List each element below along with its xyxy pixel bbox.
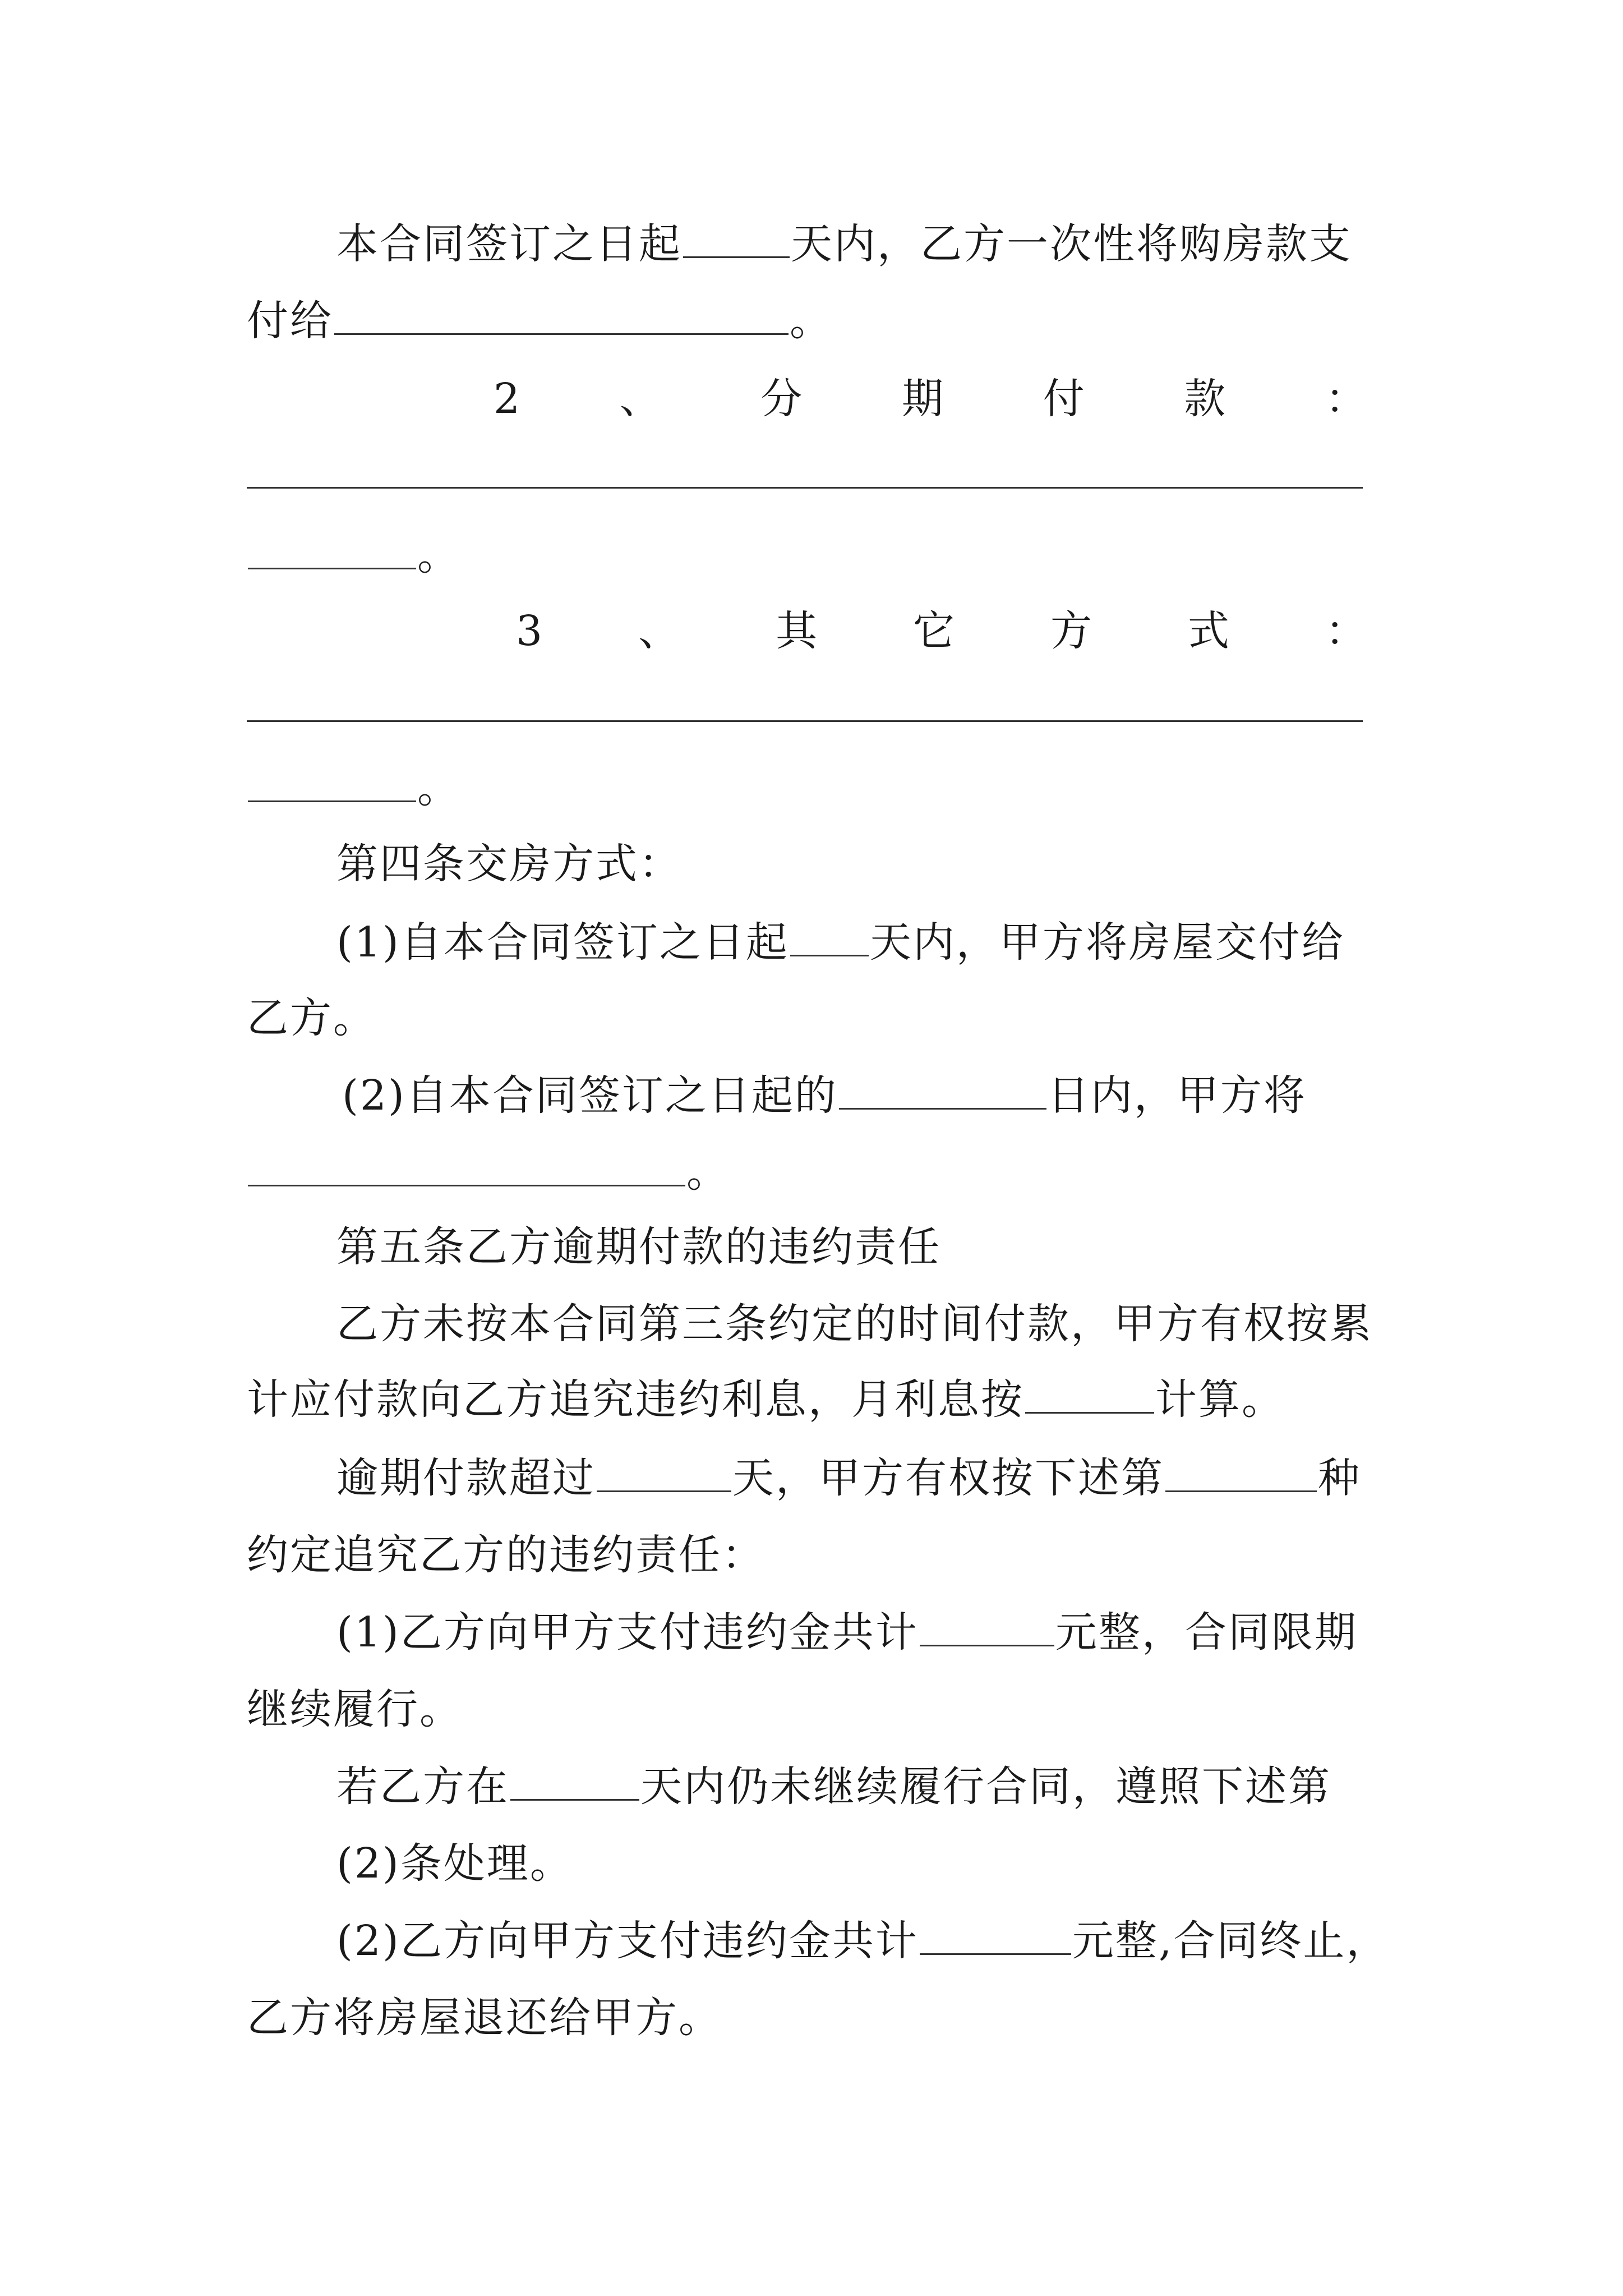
- text: 。: [790, 297, 833, 345]
- article-5-para-1-line-2: [247, 1358, 1380, 1442]
- text: 天内，乙方一次性将购房款支: [791, 220, 1352, 268]
- blank-field-other-method[interactable]: [247, 720, 1363, 722]
- text: 。: [686, 1148, 730, 1197]
- blank-field-other-method-cont[interactable]: [248, 761, 416, 802]
- text: 本合同签订之日起: [336, 220, 682, 268]
- other-method-heading: [516, 589, 1368, 673]
- item-3-part: ：: [1325, 607, 1368, 655]
- item-3-part: 3: [516, 607, 545, 655]
- text: 元整，合同限期: [1055, 1608, 1358, 1657]
- item-3-part: 方: [1050, 607, 1094, 655]
- other-method-line-end: [247, 746, 1380, 830]
- text: (2)自本合同签订之日起的: [342, 1071, 838, 1120]
- blank-field-installment-cont[interactable]: [248, 528, 416, 569]
- item-2-part: 分: [760, 375, 804, 423]
- payment-lump-sum-line-2: [247, 279, 1380, 363]
- text: (1)乙方向甲方支付违约金共计: [336, 1608, 919, 1657]
- article-5-para-3-line-2: [336, 1821, 1380, 1906]
- text: 乙方未按本合同第三条约定的时间付款，甲方有权按累: [336, 1300, 1373, 1348]
- payment-lump-sum-line-1: [336, 202, 1380, 286]
- article-5-para-2: [336, 1436, 1380, 1520]
- blank-field-interest-rate[interactable]: [1025, 1373, 1154, 1414]
- text: (2)乙方向甲方支付违约金共计: [336, 1917, 919, 1965]
- text: 约定追究乙方的违约责任：: [247, 1531, 765, 1579]
- article-4-title: [336, 822, 1380, 906]
- item-2-part: 2: [494, 375, 522, 423]
- text: 元整,合同终止，: [1072, 1917, 1390, 1965]
- blank-field-days[interactable]: [510, 1760, 639, 1801]
- item-2-part: ：: [1325, 375, 1368, 423]
- article-5-title: [336, 1205, 1380, 1289]
- blank-field-days[interactable]: [683, 217, 790, 258]
- article-4-item-2-line-2: [247, 1130, 1380, 1214]
- article-5-item-1: [336, 1590, 1380, 1674]
- blank-field-penalty[interactable]: [920, 1914, 1071, 1955]
- article-4-item-2: [342, 1053, 1385, 1138]
- text: 天内仍未继续履行合同，遵照下述第: [640, 1763, 1331, 1811]
- text: (1)自本合同签订之日起: [336, 918, 789, 967]
- blank-field-payee[interactable]: [334, 294, 789, 335]
- article-4-item-1: [336, 900, 1380, 984]
- text: 天，甲方有权按下述第: [732, 1454, 1164, 1502]
- text: 天内，甲方将房屋交付给: [869, 918, 1345, 967]
- item-2-part: 期: [902, 375, 946, 423]
- text: 计应付款向乙方追究违约利息，月利息按: [247, 1375, 1024, 1424]
- item-2-part: 款: [1184, 375, 1228, 423]
- text: 日内，甲方将: [1047, 1071, 1307, 1120]
- item-3-part: 、: [638, 607, 682, 655]
- blank-field-option[interactable]: [1165, 1451, 1317, 1492]
- blank-field-days[interactable]: [597, 1451, 731, 1492]
- item-3-part: 其: [776, 607, 819, 655]
- installment-heading: [494, 357, 1368, 441]
- text: 若乙方在: [336, 1763, 509, 1811]
- text: 种: [1318, 1454, 1361, 1502]
- text: 。: [417, 531, 460, 579]
- article-5-item-2: [336, 1899, 1390, 1983]
- blank-field-installment[interactable]: [247, 487, 1363, 489]
- text: 继续履行。: [247, 1685, 463, 1733]
- text: 乙方将房屋退还给甲方。: [247, 1994, 722, 2042]
- blank-field-penalty[interactable]: [920, 1605, 1054, 1646]
- text: 乙方。: [247, 994, 376, 1042]
- item-2-part: 、: [619, 375, 663, 423]
- article-5-para-3: [336, 1745, 1380, 1829]
- text: 。: [417, 764, 460, 812]
- article-4-item-1-line-2: [247, 976, 1380, 1060]
- article-4-title-text: 第四条交房方式：: [336, 840, 682, 888]
- text: 计算。: [1155, 1375, 1285, 1424]
- article-5-para-2-line-2: [247, 1513, 1380, 1597]
- article-5-para-1: [336, 1282, 1380, 1366]
- item-3-part: 它: [913, 607, 957, 655]
- item-3-part: 式: [1188, 607, 1232, 655]
- blank-field-delivery[interactable]: [248, 1145, 685, 1186]
- blank-field-days[interactable]: [790, 915, 869, 956]
- article-5-item-1-line-2: [247, 1667, 1380, 1751]
- text: 逾期付款超过: [336, 1454, 596, 1502]
- text: 付给: [247, 297, 333, 345]
- text: (2)条处理。: [336, 1839, 573, 1888]
- installment-line-end: [247, 513, 1380, 597]
- blank-field-days[interactable]: [839, 1069, 1046, 1110]
- article-5-item-2-line-2: [247, 1976, 1380, 2060]
- article-5-title-text: 第五条乙方逾期付款的违约责任: [336, 1223, 941, 1271]
- item-2-part: 付: [1043, 375, 1086, 423]
